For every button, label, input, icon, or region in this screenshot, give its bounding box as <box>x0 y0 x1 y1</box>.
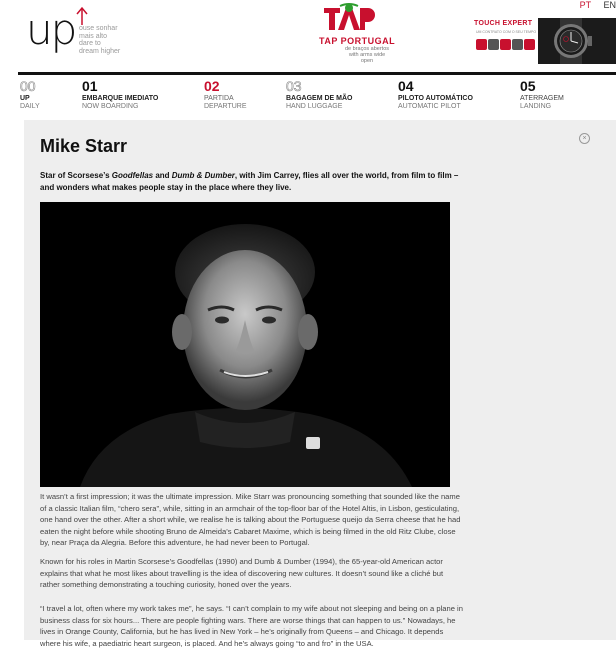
ad-feature-icon <box>512 39 523 50</box>
nav-item-automatic-pilot[interactable]: 04 PILOTO AUTOMÁTICO AUTOMATIC PILOT <box>398 78 473 110</box>
close-icon[interactable]: × <box>579 133 590 144</box>
section-nav <box>18 72 616 118</box>
article-paragraph: It wasn’t a first impression; it was the ultimate impression. Mike Starr was pronouncing something that sounded like the name of a classic Italian film, “chero sera”, while, sitting in an armchair of the top-floor bar of the Hotel Altis, in Lisbon, gesticulating, one hand over the other. After a short while, we realise he is talking about the Portuguese queijo da Serra cheese that he had eaten the night before while shooting Bruno de Almeida’s Cabaret Maxime, which is being filmed in the old Ritz Clube, close by, near Praça da Alegria. Before this adventure, he had never been to Portugal. <box>40 492 461 547</box>
article-paragraph: Known for his roles in Martin Scorsese’s Goodfellas (1990) and Dumb & Dumber (1994), the 65-year-old American actor explains that what he most likes about travelling is the idea of discovering new cultures. It doesn’t sound like a cliché but rather something demonstrating a touching curiosity, honed over the years. <box>40 557 444 589</box>
article-paragraph: “I travel a lot, often where my work takes me”, he says. “I can’t complain to my wife about not sleeping and being on a plane in business class for six hours... There are people fighting wars. There are worse things that can happen to us.” Nowadays, he lives in Orange County, California, but he has lived in New York – he’s originally from Queens – and Chicago. It depends where his wife, a paediatric heart surgeon, is placed. And he’s always going “to and fro” in the USA. <box>40 604 463 648</box>
logo-tagline: ouse sonhar mais alto dare to dream higher <box>79 25 121 55</box>
ad-subtitle: UM CONTRATO COM O SEU TEMPO <box>476 30 537 34</box>
nav-item-landing[interactable]: 05 ATERRAGEM LANDING <box>520 78 564 110</box>
ad-feature-icon <box>476 39 487 50</box>
nav-item-departure[interactable]: 02 PARTIDA DEPARTURE <box>204 78 247 110</box>
arrow-up-icon <box>76 6 88 26</box>
ad-feature-icon <box>524 39 535 50</box>
article-lead: Star of Scorsese’s Goodfellas and Dumb & Dumber, with Jim Carrey, flies all over the world, from film to film – and wonders what makes people stay in the place where they live. <box>40 171 459 192</box>
up-logo[interactable]: up <box>26 5 76 54</box>
watch-image <box>538 18 616 64</box>
article-title: Mike Starr <box>40 136 128 156</box>
nav-item-hand-luggage[interactable]: 03 BAGAGEM DE MÃO HAND LUGGAGE <box>286 78 353 110</box>
site-header <box>0 0 616 72</box>
nav-item-now-boarding[interactable]: 01 EMBARQUE IMEDIATO NOW BOARDING <box>82 78 159 110</box>
tap-logo-icon[interactable] <box>322 4 376 38</box>
tap-brand-name: TAP PORTUGAL <box>319 36 396 46</box>
ad-feature-icon <box>500 39 511 50</box>
ad-feature-icon <box>488 39 499 50</box>
language-switcher <box>570 0 616 10</box>
ad-feature-icons <box>476 37 536 55</box>
tap-slogan: de braços abertos with arms wide open <box>344 46 390 64</box>
nav-item-up[interactable]: 00 UP DAILY <box>20 78 40 110</box>
article-panel <box>24 120 616 648</box>
lang-en-link[interactable]: EN <box>603 0 616 10</box>
lang-pt-link[interactable]: PT <box>579 0 591 10</box>
ad-brand: TOUCH EXPERT <box>474 20 533 27</box>
ad-banner[interactable] <box>474 18 616 66</box>
portrait-photo <box>40 202 450 487</box>
